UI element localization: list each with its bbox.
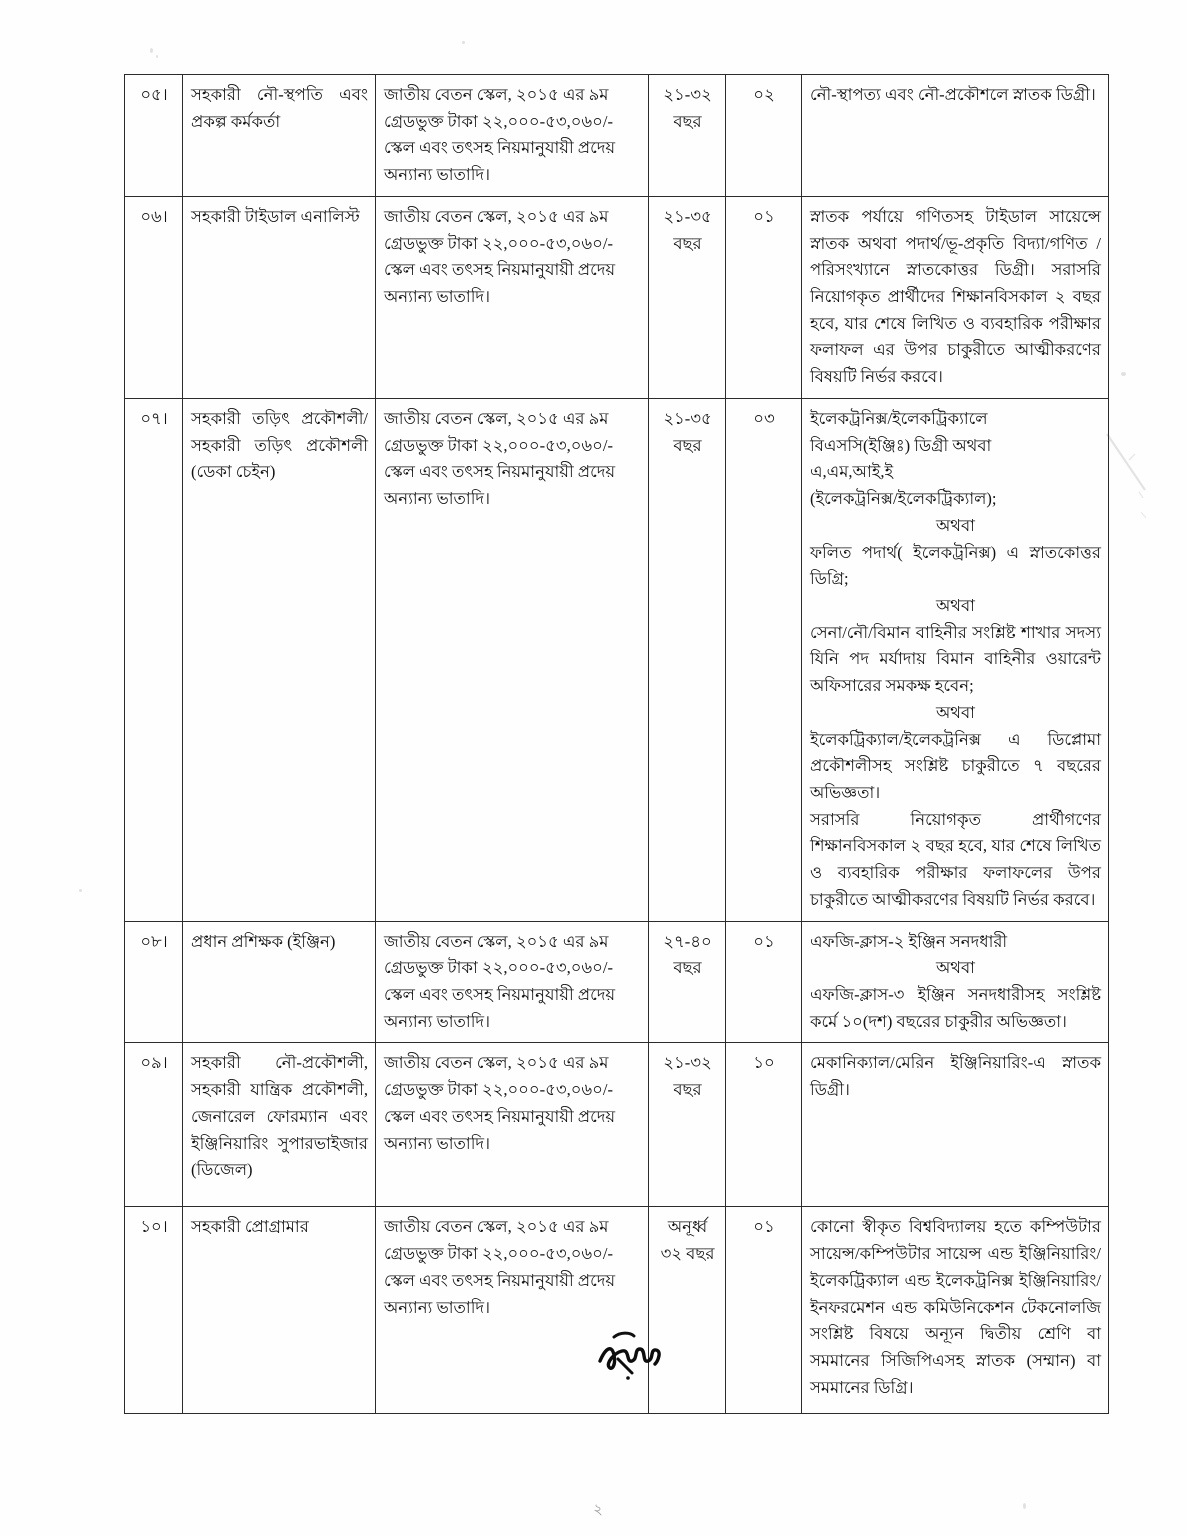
cell-age bbox=[649, 398, 726, 921]
salary-line-1: জাতীয় বেতন স্কেল, ২০১৫ এর ৯ম bbox=[384, 85, 609, 104]
age-unit: বছর bbox=[673, 1080, 702, 1100]
table-row bbox=[125, 196, 1109, 398]
cell-vacancies: ০১ bbox=[726, 1207, 802, 1414]
age-unit: ৩২ বছর bbox=[660, 1244, 715, 1264]
salary-line-3: স্কেল এবং তৎসহ নিয়মানুযায়ী প্রদেয় bbox=[384, 260, 616, 280]
table-row bbox=[125, 75, 1109, 197]
scan-smudge bbox=[1105, 432, 1165, 522]
age-range: ২১-৩২ bbox=[663, 85, 712, 104]
qual-block: এফজি-ক্লাস-২ ইঞ্জিন সনদধারী bbox=[810, 931, 1008, 951]
scan-speckle bbox=[1023, 1503, 1026, 1509]
cell-serial: ০৯। bbox=[125, 1043, 183, 1207]
cell-age bbox=[649, 921, 726, 1043]
cell-post-title: সহকারী নৌ-প্রকৌশলী, সহকারী যান্ত্রিক প্রকৌশলী, জেনারেল ফোরম্যান এবং ইঞ্জিনিয়ারিং সুপারভাইজার (ডিজেল) bbox=[183, 1043, 376, 1207]
cell-serial: ০৬। bbox=[125, 196, 183, 398]
age-unit: বছর bbox=[673, 111, 702, 131]
page-number: ২ bbox=[593, 1502, 603, 1518]
table-row bbox=[125, 1043, 1109, 1207]
qual-block: (ইলেকট্রনিক্স/ইলেকট্রিক্যাল); bbox=[810, 489, 997, 509]
cell-qualification: স্নাতক পর্যায়ে গণিতসহ টাইডাল সায়েন্সে স্নাতক অথবা পদার্থ/ভূ-প্রকৃতি বিদ্যা/গণিত /পরিসংখ্যানে স্নাতকোত্তর ডিগ্রী। সরাসরি নিয়োগকৃত প্রার্থীদের শিক্ষানবিসকাল ২ বছর হবে, যার শেষে লিখিত ও ব্যবহারিক পরীক্ষার ফলাফল এর উপর চাকুরীতে আত্মীকরণের বিষয়টি নির্ভর করবে। bbox=[802, 196, 1109, 398]
salary-line-2: গ্রেডভুক্ত টাকা ২২,০০০-৫৩,০৬০/- bbox=[384, 1080, 613, 1100]
cell-vacancies: ১০ bbox=[726, 1043, 802, 1207]
salary-line-2: গ্রেডভুক্ত টাকা ২২,০০০-৫৩,০৬০/- bbox=[384, 435, 613, 455]
salary-line-4: অন্যান্য ভাতাদি। bbox=[384, 489, 491, 509]
cell-post-title: সহকারী নৌ-স্থপতি এবং প্রকল্প কর্মকর্তা bbox=[183, 75, 376, 197]
cell-qualification bbox=[802, 398, 1109, 921]
qual-block: ফলিত পদার্থ( ইলেকট্রনিক্স) এ স্নাতকোত্তর ডিগ্রি; bbox=[810, 542, 1101, 589]
age-unit: বছর bbox=[673, 958, 702, 978]
salary-line-3: স্কেল এবং তৎসহ নিয়মানুযায়ী প্রদেয় bbox=[384, 138, 616, 158]
cell-serial: ০৫। bbox=[125, 75, 183, 197]
cell-post-title: সহকারী প্রোগ্রামার bbox=[183, 1207, 376, 1414]
salary-line-1: জাতীয় বেতন স্কেল, ২০১৫ এর ৯ম bbox=[384, 1217, 609, 1237]
salary-line-2: গ্রেডভুক্ত টাকা ২২,০০০-৫৩,০৬০/- bbox=[384, 111, 613, 131]
scan-speckle bbox=[462, 41, 465, 44]
qual-othoba: অথবা bbox=[936, 595, 975, 615]
qual-block: এফজি-ক্লাস-৩ ইঞ্জিন সনদধারীসহ সংশ্লিষ্ট কর্মে ১০(দশ) বছরের চাকুরীর অভিজ্ঞতা। bbox=[810, 985, 1101, 1031]
qual-block: সরাসরি নিয়োগকৃত প্রার্থীগণের শিক্ষানবিসকাল ২ বছর হবে, যার শেষে লিখিত ও ব্যবহারিক পরীক্ষার ফলাফলের উপর চাকুরীতে আত্মীকরণের বিষয়টি নির্ভর করবে। bbox=[810, 809, 1101, 909]
qual-block: ইলেকট্রিক্যাল/ইলেকট্রনিক্স এ ডিপ্লোমা প্রকৌশলীসহ সংশ্লিষ্ট চাকুরীতে ৭ বছরের অভিজ্ঞতা। bbox=[810, 729, 1101, 802]
cell-salary bbox=[376, 921, 649, 1043]
cell-qualification: কোনো স্বীকৃত বিশ্ববিদ্যালয় হতে কম্পিউটার সায়েন্স/কম্পিউটার সায়েন্স এন্ড ইঞ্জিনিয়ারিং/ ইলেকট্রিক্যাল এন্ড ইলেকট্রনিক্স ইঞ্জিনিয়ারিং/ ইনফরমেশন এন্ড কমিউনিকেশন টেকনোলজি সংশ্লিষ্ট বিষয়ে অন্যূন দ্বিতীয় শ্রেণি বা সমমানের সিজিপিএসহ স্নাতক (সম্মান) বা সমমানের ডিগ্রি। bbox=[802, 1207, 1109, 1414]
qual-othoba: অথবা bbox=[936, 958, 975, 978]
salary-line-3: স্কেল এবং তৎসহ নিয়মানুযায়ী প্রদেয় bbox=[384, 462, 616, 482]
qual-block: ইলেকট্রনিক্স/ইলেকট্রিক্যালে bbox=[810, 408, 988, 428]
age-range: ২১-৩২ bbox=[663, 1053, 712, 1073]
salary-line-3: স্কেল এবং তৎসহ নিয়মানুযায়ী প্রদেয় bbox=[384, 1270, 616, 1290]
cell-age bbox=[649, 196, 726, 398]
salary-line-2: গ্রেডভুক্ত টাকা ২২,০০০-৫৩,০৬০/- bbox=[384, 958, 613, 978]
salary-line-3: স্কেল এবং তৎসহ নিয়মানুযায়ী প্রদেয় bbox=[384, 1106, 616, 1126]
qual-block: সেনা/নৌ/বিমান বাহিনীর সংশ্লিষ্ট শাখার সদস্য যিনি পদ মর্যাদায় বিমান বাহিনীর ওয়ারেন্ট অফিসারের সমকক্ষ হবেন; bbox=[810, 622, 1101, 696]
scan-speckle bbox=[150, 48, 153, 53]
table-row bbox=[125, 921, 1109, 1043]
salary-line-4: অন্যান্য ভাতাদি। bbox=[384, 1011, 491, 1031]
qual-block: বিএসসি(ইঞ্জিঃ) ডিগ্রী অথবা bbox=[810, 435, 992, 455]
scan-speckle bbox=[79, 889, 82, 892]
salary-line-1: জাতীয় বেতন স্কেল, ২০১৫ এর ৯ম bbox=[384, 408, 609, 428]
cell-vacancies: ০১ bbox=[726, 921, 802, 1043]
cell-post-title: প্রধান প্রশিক্ষক (ইঞ্জিন) bbox=[183, 921, 376, 1043]
salary-line-4: অন্যান্য ভাতাদি। bbox=[384, 287, 491, 307]
cell-salary bbox=[376, 75, 649, 197]
cell-post-title: সহকারী টাইডাল এনালিস্ট bbox=[183, 196, 376, 398]
cell-serial: ০৭। bbox=[125, 398, 183, 921]
cell-salary bbox=[376, 196, 649, 398]
cell-salary bbox=[376, 1043, 649, 1207]
cell-qualification: মেকানিক্যাল/মেরিন ইঞ্জিনিয়ারিং-এ স্নাতক ডিগ্রী। bbox=[802, 1043, 1109, 1207]
cell-qualification bbox=[802, 921, 1109, 1043]
salary-line-4: অন্যান্য ভাতাদি। bbox=[384, 1133, 491, 1153]
cell-serial: ১০। bbox=[125, 1207, 183, 1414]
cell-age bbox=[649, 75, 726, 197]
salary-line-3: স্কেল এবং তৎসহ নিয়মানুযায়ী প্রদেয় bbox=[384, 985, 616, 1004]
age-range: ২১-৩৫ bbox=[663, 206, 712, 226]
cell-vacancies: ০২ bbox=[726, 75, 802, 197]
cell-serial: ০৮। bbox=[125, 921, 183, 1043]
cell-post-title: সহকারী তড়িৎ প্রকৌশলী/সহকারী তড়িৎ প্রকৌশলী (ডেকা চেইন) bbox=[183, 398, 376, 921]
age-unit: বছর bbox=[673, 233, 702, 253]
qual-othoba: অথবা bbox=[936, 702, 975, 722]
table-row bbox=[125, 398, 1109, 921]
cell-age bbox=[649, 1043, 726, 1207]
salary-line-2: গ্রেডভুক্ত টাকা ২২,০০০-৫৩,০৬০/- bbox=[384, 1244, 613, 1264]
cell-vacancies: ০৩ bbox=[726, 398, 802, 921]
qual-block: এ,এম,আই,ই bbox=[810, 462, 894, 482]
handwritten-signature bbox=[592, 1331, 682, 1383]
salary-line-4: অন্যান্য ভাতাদি। bbox=[384, 1297, 491, 1317]
qual-othoba: অথবা bbox=[936, 515, 975, 535]
salary-line-1: জাতীয় বেতন স্কেল, ২০১৫ এর ৯ম bbox=[384, 931, 609, 951]
cell-qualification: নৌ-স্থাপত্য এবং নৌ-প্রকৌশলে স্নাতক ডিগ্রী। bbox=[802, 75, 1109, 197]
job-circular-table bbox=[124, 74, 1109, 1414]
age-range: অনূর্ধ্ব bbox=[667, 1217, 708, 1237]
salary-line-4: অন্যান্য ভাতাদি। bbox=[384, 165, 491, 185]
salary-line-2: গ্রেডভুক্ত টাকা ২২,০০০-৫৩,০৬০/- bbox=[384, 233, 613, 253]
scan-speckle bbox=[156, 55, 158, 58]
age-range: ২৭-৪০ bbox=[663, 931, 712, 951]
scan-speckle bbox=[1121, 372, 1126, 376]
salary-line-1: জাতীয় বেতন স্কেল, ২০১৫ এর ৯ম bbox=[384, 206, 609, 226]
salary-line-1: জাতীয় বেতন স্কেল, ২০১৫ এর ৯ম bbox=[384, 1053, 609, 1073]
age-unit: বছর bbox=[673, 435, 702, 455]
cell-salary bbox=[376, 398, 649, 921]
age-range: ২১-৩৫ bbox=[663, 408, 712, 428]
cell-vacancies: ০১ bbox=[726, 196, 802, 398]
